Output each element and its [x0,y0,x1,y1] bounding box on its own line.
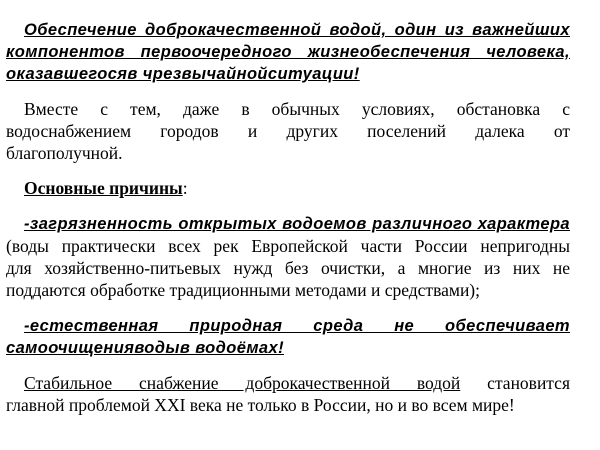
intro-line-1: Обеспечение доброкачественной водой, один из важнейших [24,21,570,39]
conditions-line-3: благополучной. [6,143,123,163]
conditions-line-2: водоснабжением городов и других поселений далека от [6,121,570,141]
intro-line-2: компонентов первоочередного жизнеобеспечения человека, [6,43,570,61]
reason1-line-3: для хозяйственно-питьевых нужд без очистки, а многие из них не [6,258,570,278]
conclusion-line-1 [6,372,570,394]
reason1-line-2: (воды практически всех рек Европейской части России непригодны [6,236,570,256]
reasons-heading [6,177,570,199]
conclusion-line-2: главной проблемой XXI века не только в России, но и во всем мире! [6,395,515,415]
reason1-line-4: поддаются обработке традиционными методами и средствами); [6,280,480,300]
conclusion-line-1-rest: становится [487,373,570,393]
conclusion-underlined-phrase: Стабильное снабжение доброкачественной водой [24,373,461,393]
reason2-line-1: -естественная природная среда не обеспечивает [24,317,570,335]
intro-line-3: оказавшегосяв чрезвычайнойситуации! [6,65,360,83]
reason1-line-1: -загрязненность открытых водоемов различного характера [24,215,570,233]
reason2-line-2: самоочищенияводыв водоёмах! [6,339,284,357]
reasons-heading-colon: : [182,178,188,198]
conditions-line-1: Вместе с тем, даже в обычных условиях, обстановка с [24,99,570,119]
reasons-heading-label: Основные причины [24,178,183,198]
